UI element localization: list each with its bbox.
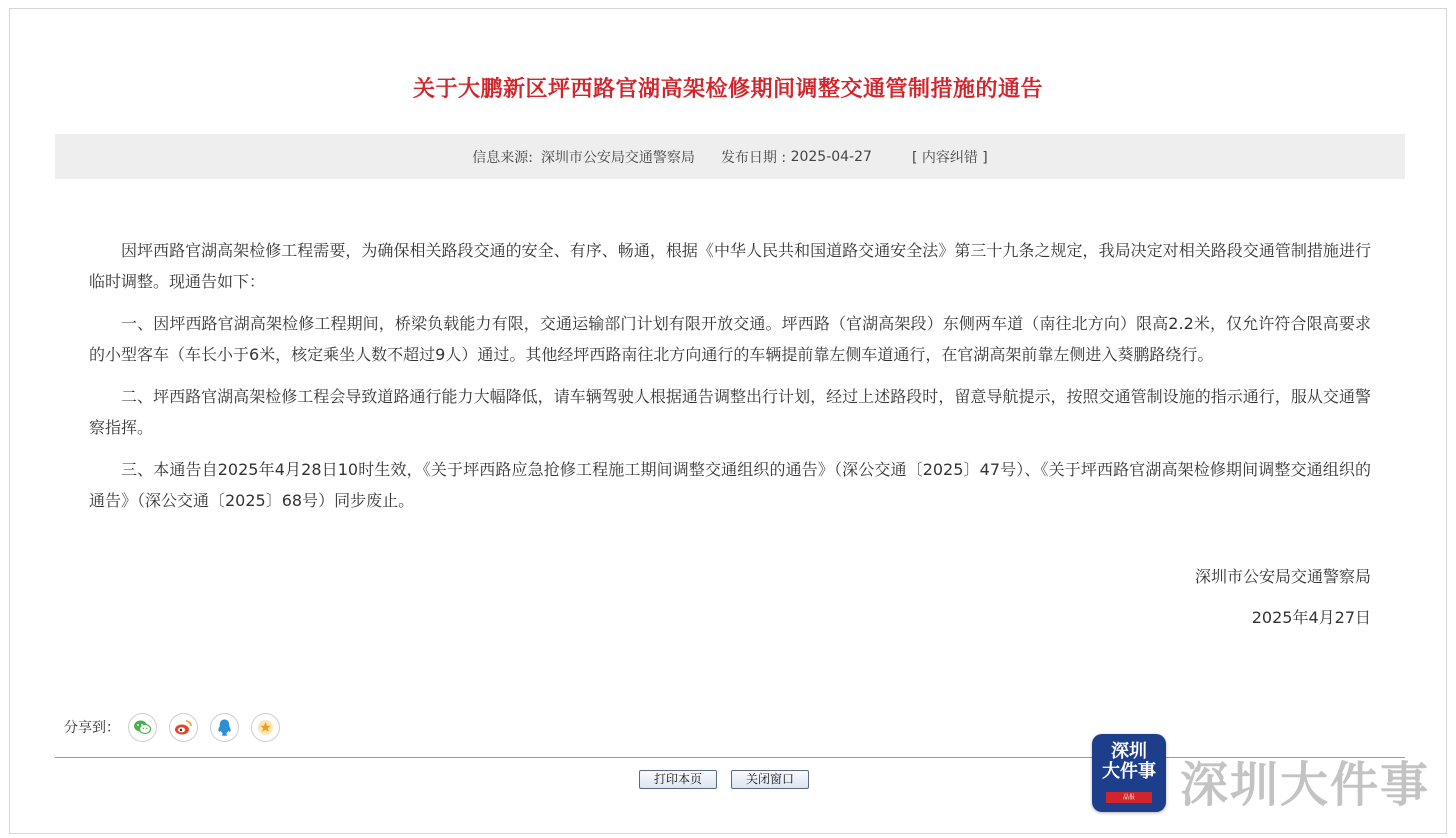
wechat-icon[interactable] [128, 713, 157, 742]
watermark-logo [1092, 734, 1166, 812]
date-label: 发布日期 : [720, 149, 791, 166]
paragraph: 三、本通告自2025年4月28日10时生效，《关于坪西路应急抢修工程施工期间调整交通组织的通告》（深公交通〔2025〕47号）、《关于坪西路官湖高架检修期间调整交通组织的通告》（深公交通〔2025〕68号）同步废止。 [89, 460, 1371, 510]
page-title: 关于大鹏新区坪西路官湖高架检修期间调整交通管制措施的通告 [412, 77, 1043, 102]
content-correction-link[interactable]: [ 内容纠错 ] [911, 149, 988, 166]
print-button[interactable]: 打印本页 [639, 770, 717, 789]
qq-icon[interactable] [210, 713, 239, 742]
date-value: 2025-04-27 [790, 148, 872, 165]
paragraph: 二、坪西路官湖高架检修工程会导致道路通行能力大幅降低，请车辆驾驶人根据通告调整出行计划，经过上述路段时，留意导航提示，按照交通管制设施的指示通行，服从交通警察指挥。 [89, 387, 1371, 437]
paragraph: 一、因坪西路官湖高架检修工程期间，桥梁负载能力有限，交通运输部门计划有限开放交通。坪西路（官湖高架段）东侧两车道（南往北方向）限高2.2米，仅允许符合限高要求的小型客车（车长小于6米，核定乘坐人数不超过9人）通过。其他经坪西路南往北方向通行的车辆提前靠左侧车道通行，在官湖高架前靠左侧进入葵鹏路绕行。 [89, 314, 1371, 364]
signature-date: 2025年4月27日 [1251, 608, 1371, 627]
watermark-logo-line2: 大件事 [1102, 761, 1156, 782]
share-label: 分享到： [64, 720, 120, 736]
source-label: 信息来源: [472, 149, 533, 166]
close-window-button[interactable]: 关闭窗口 [731, 770, 809, 789]
watermark-text: 深圳大件事 [1180, 757, 1431, 813]
article-body [89, 235, 1371, 527]
article-meta-bar [55, 134, 1405, 179]
source-value: 深圳市公安局交通警察局 [540, 149, 695, 166]
signature-org: 深圳市公安局交通警察局 [1194, 567, 1371, 586]
favorite-icon[interactable] [251, 713, 280, 742]
watermark-logo-line1: 深圳 [1111, 741, 1147, 762]
watermark-logo-tag: 晶报 [1106, 792, 1152, 803]
paragraph: 因坪西路官湖高架检修工程需要，为确保相关路段交通的安全、有序、畅通，根据《中华人民共和国道路交通安全法》第三十九条之规定，我局决定对相关路段交通管制措施进行临时调整。现通告如下： [89, 241, 1371, 291]
signature-block [1195, 556, 1371, 638]
weibo-icon[interactable] [169, 713, 198, 742]
share-bar [64, 711, 292, 743]
